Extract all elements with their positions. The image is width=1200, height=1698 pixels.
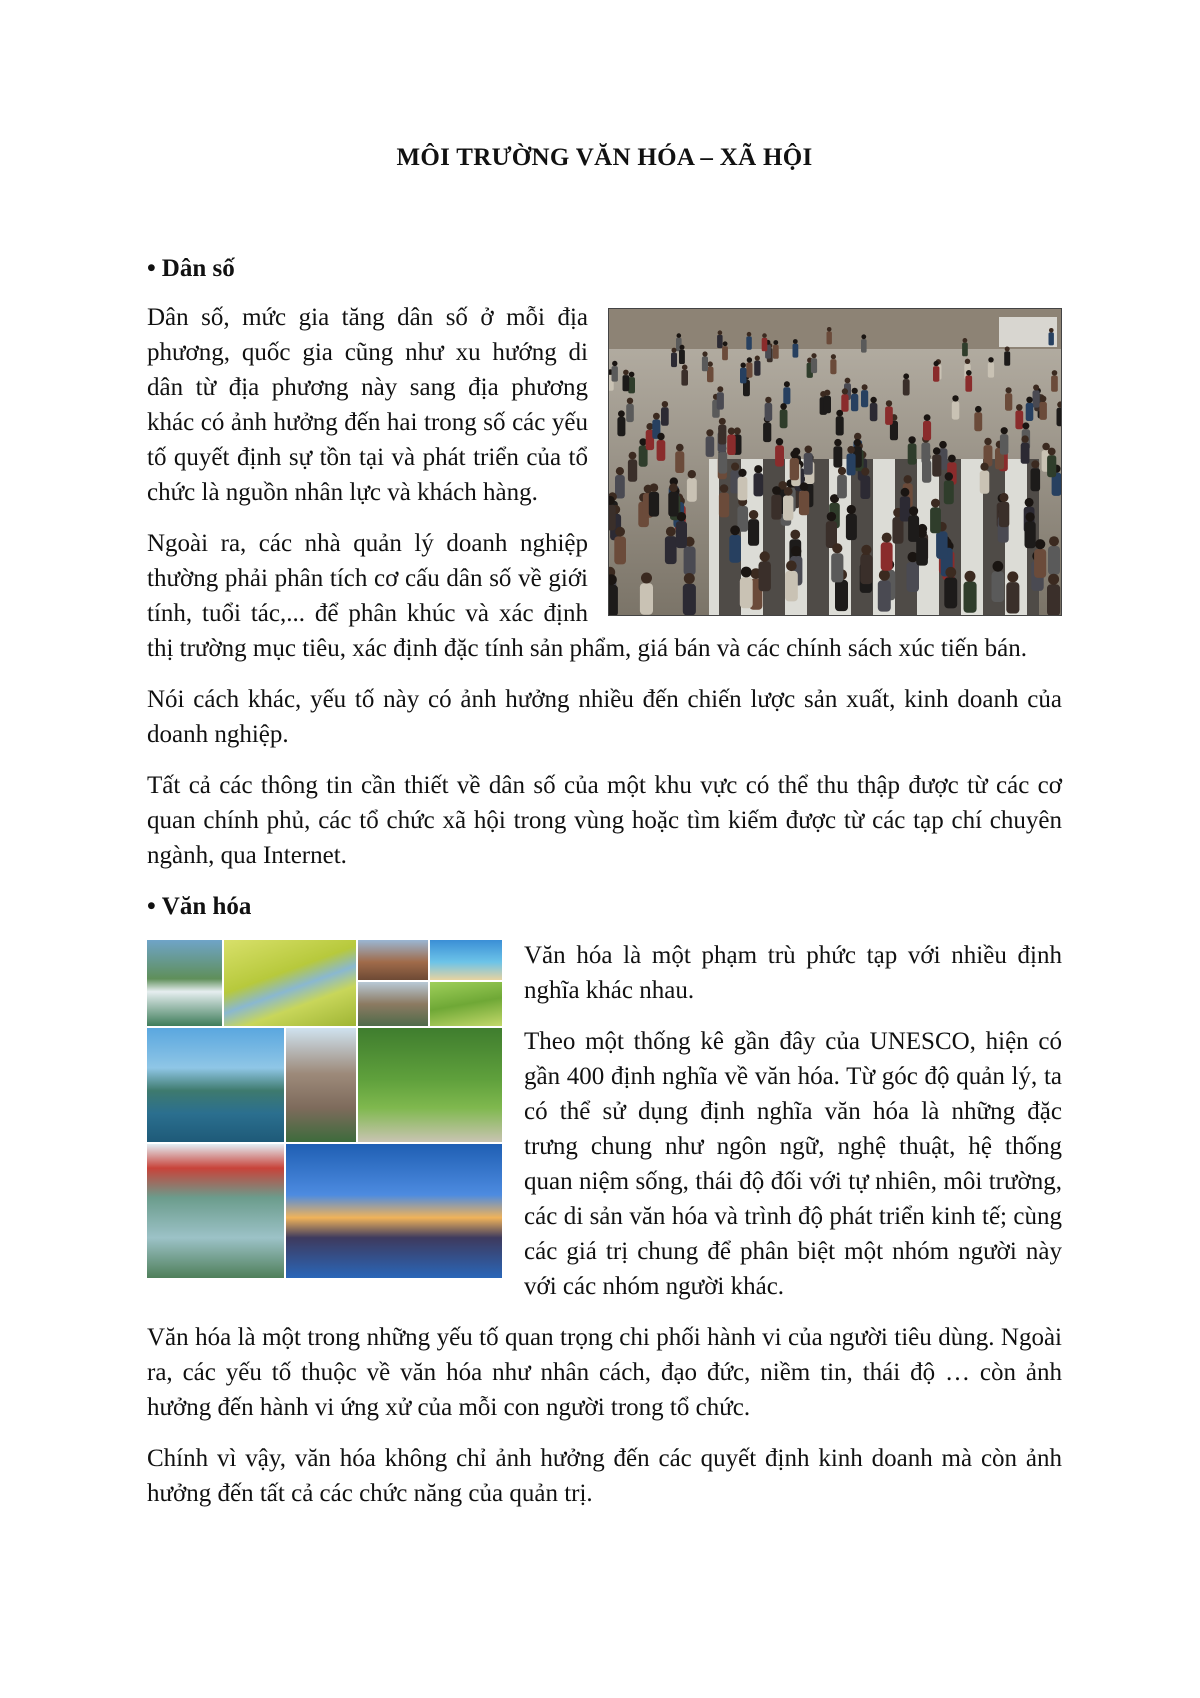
hoi-an-night-photo xyxy=(286,1144,502,1278)
paragraph: Dân số, mức gia tăng dân số ở mỗi địa phương, quốc gia cũng như xu hướng di dân từ địa phương này sang địa phương khác có ảnh hưởng đến hai trong số các yếu tố quyết định sự tồn tại và phát triển của tổ chức là nguồn nhân lực và khách hàng. xyxy=(147,304,588,506)
section-heading-van-hoa xyxy=(147,889,1062,924)
section-heading-label: Văn hóa xyxy=(161,893,252,920)
vietnam-landscape-collage xyxy=(147,940,502,1278)
park-street-photo xyxy=(358,1028,502,1142)
section-heading-label: Dân số xyxy=(161,255,235,282)
paragraph: Nói cách khác, yếu tố này có ảnh hưởng nhiều đến chiến lược sản xuất, kinh doanh của doanh nghiệp. xyxy=(147,686,1062,748)
temple-ruins-photo xyxy=(358,940,428,980)
paragraph: Văn hóa là một trong những yếu tố quan trọng chi phối hành vi của người tiêu dùng. Ngoài ra, các yếu tố thuộc về văn hóa như nhân cách, đạo đức, niềm tin, thái độ … còn ảnh hưởng đến hành vi ứng xử của mỗi con người trong tổ chức. xyxy=(147,1324,1062,1421)
bullet-icon: • xyxy=(147,893,156,920)
beach-huts-photo xyxy=(430,940,502,980)
document-body xyxy=(147,140,1062,1527)
paragraph: Ngoài ra, các nhà quản lý doanh nghiệp thường phải phân tích cơ cấu dân số về giới tính, tuổi tác,... để phân khúc và xác định thị trường mục tiêu, xác định đặc tính sản phẩm, giá bán và các chính sách xúc tiến bán. xyxy=(147,530,1027,662)
crowd-crossing-photo xyxy=(608,308,1062,616)
rice-field-river-photo xyxy=(224,940,356,1026)
paragraph: Văn hóa là một phạm trù phức tạp với nhiều định nghĩa khác nhau. xyxy=(524,942,1062,1004)
bullet-icon: • xyxy=(147,255,156,282)
paragraph: Theo một thống kê gần đây của UNESCO, hiện có gần 400 định nghĩa về văn hóa. Từ góc độ quản lý, ta có thể sử dụng định nghĩa văn hóa là những đặc trưng chung như ngôn ngữ, nghệ thuật, hệ thống quan niệm sống, thái độ đối với tự nhiên, môi trường, các di sản văn hóa và trình độ phát triển kinh tế; cùng các giá trị chung để phân biệt một nhóm người này với các nhóm người khác. xyxy=(524,1028,1062,1300)
waterfall-photo xyxy=(147,940,222,1026)
cathedral-photo xyxy=(286,1028,356,1142)
limestone-lake-photo xyxy=(147,1144,284,1278)
terraced-hills-photo xyxy=(430,982,502,1026)
page-title: MÔI TRƯỜNG VĂN HÓA – XÃ HỘI xyxy=(396,144,813,171)
pagoda-photo xyxy=(358,982,428,1026)
paragraph: Chính vì vậy, văn hóa không chỉ ảnh hưởng đến các quyết định kinh doanh mà còn ảnh hưởng đến tất cả các chức năng của quản trị. xyxy=(147,1445,1062,1507)
section-heading-dan-so xyxy=(147,251,1062,286)
crowd-photo-illustration xyxy=(609,309,1061,615)
ha-long-bay-photo xyxy=(147,1028,284,1142)
paragraph: Tất cả các thông tin cần thiết về dân số của một khu vực có thể thu thập được từ các cơ quan chính phủ, các tổ chức xã hội trong vùng hoặc tìm kiếm được từ các tạp chí chuyên ngành, qua Internet. xyxy=(147,772,1062,869)
